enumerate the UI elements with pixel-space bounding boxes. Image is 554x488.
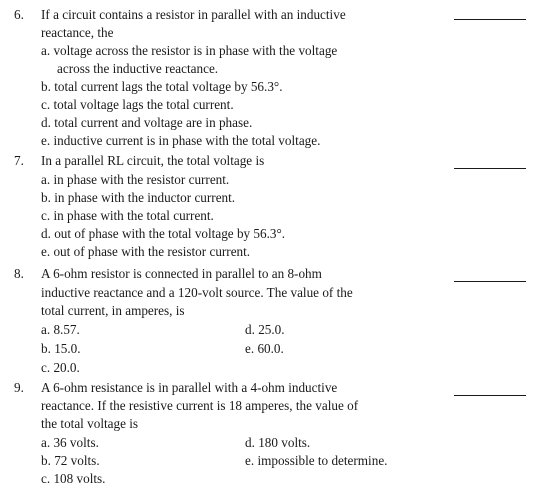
option-a-continued: across the inductive reactance. xyxy=(57,61,219,76)
option-c: c. total voltage lags the total current. xyxy=(41,97,234,112)
question-stem-line: inductive reactance and a 120-volt source. The value of the xyxy=(41,285,353,300)
option-a: a. 36 volts. xyxy=(41,435,99,450)
option-c: c. 108 volts. xyxy=(41,471,106,486)
question-stem-line: total current, in amperes, is xyxy=(41,303,185,318)
option-d: d. 25.0. xyxy=(245,322,285,337)
question-stem-line: A 6-ohm resistance is in parallel with a 4-ohm inductive xyxy=(41,380,338,395)
answer-blank[interactable] xyxy=(454,395,526,396)
option-a: a. voltage across the resistor is in phase with the voltage xyxy=(41,43,338,58)
question-number: 9. xyxy=(14,380,24,395)
question-stem-line: reactance. If the resistive current is 18 amperes, the value of xyxy=(41,398,359,413)
option-b: b. 15.0. xyxy=(41,341,81,356)
question-stem-line: reactance, the xyxy=(41,25,114,40)
question-number: 7. xyxy=(14,153,24,168)
option-d: d. out of phase with the total voltage by 56.3°. xyxy=(41,226,286,241)
option-e: e. out of phase with the resistor current. xyxy=(41,244,251,259)
question-stem-line: If a circuit contains a resistor in parallel with an inductive xyxy=(41,7,346,22)
option-b: b. in phase with the inductor current. xyxy=(41,190,236,205)
option-c: c. 20.0. xyxy=(41,360,80,375)
option-c: c. in phase with the total current. xyxy=(41,208,214,223)
option-a: a. 8.57. xyxy=(41,322,80,337)
question-stem-line: A 6-ohm resistor is connected in parallel to an 8-ohm xyxy=(41,266,322,281)
option-b: b. 72 volts. xyxy=(41,453,100,468)
option-e: e. 60.0. xyxy=(245,341,284,356)
option-a: a. in phase with the resistor current. xyxy=(41,172,230,187)
answer-blank[interactable] xyxy=(454,281,526,282)
question-stem-line: In a parallel RL circuit, the total voltage is xyxy=(41,153,265,168)
question-stem-line: the total voltage is xyxy=(41,416,139,431)
option-d: d. 180 volts. xyxy=(245,435,311,450)
option-b: b. total current lags the total voltage by 56.3°. xyxy=(41,79,283,94)
question-number: 8. xyxy=(14,266,24,281)
question-number: 6. xyxy=(14,7,24,22)
answer-blank[interactable] xyxy=(454,19,526,20)
option-e: e. inductive current is in phase with the total voltage. xyxy=(41,133,321,148)
answer-blank[interactable] xyxy=(454,168,526,169)
option-e: e. impossible to determine. xyxy=(245,453,388,468)
option-d: d. total current and voltage are in phase. xyxy=(41,115,253,130)
